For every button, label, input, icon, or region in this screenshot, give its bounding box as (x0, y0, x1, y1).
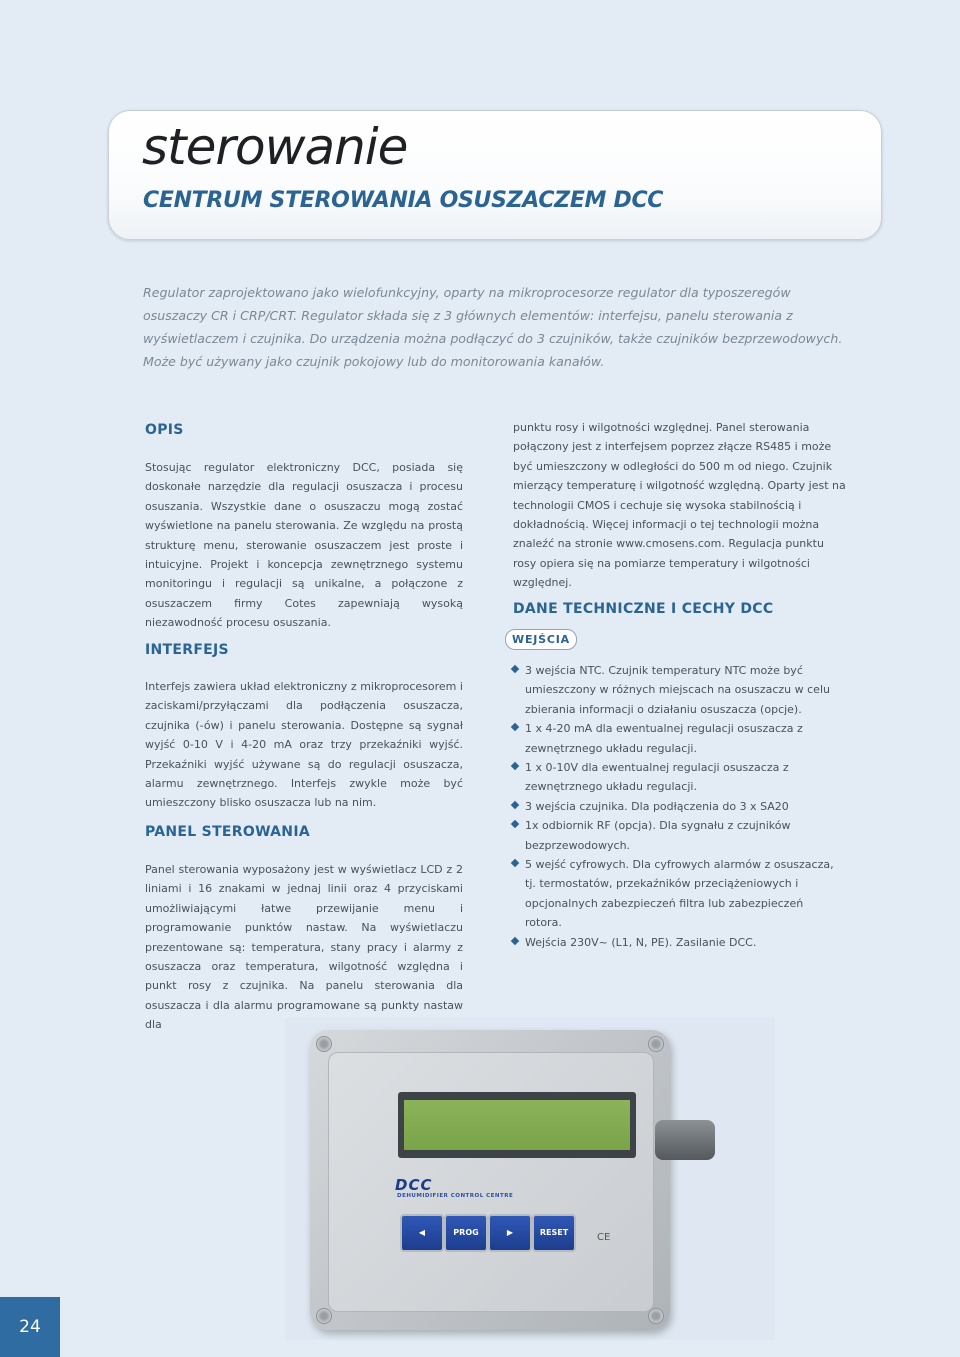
lcd-display (404, 1100, 630, 1150)
list-item: 1x odbiornik RF (opcja). Dla sygnału z czujników bezprzewodowych. (512, 816, 842, 855)
device-front-panel (328, 1052, 654, 1312)
page-title: CENTRUM STEROWANIA OSUSZACZEM DCC (143, 188, 664, 213)
device-left-arrow-button: ◀ (400, 1214, 444, 1252)
bullet-diamond-icon (511, 801, 519, 809)
wejscia-label: WEJŚCIA (505, 629, 577, 650)
dcc-device-image (310, 1030, 670, 1330)
heading-panel-sterowania: PANEL STEROWANIA (145, 824, 310, 840)
panel-text-continued: punktu rosy i wilgotności względnej. Panel sterowania połączony jest z interfejsem poprzez złącze RS485 i może być umieszczony w odległości do 500 m od niego. Czujnik mierzący temperaturę i wilgotność względną. Oparty jest na technologii CMOS i cechuje się wysoka stabilnością i dokładnością. Więcej informacji o tej technologii można znaleźć na stronie www.cmosens.com. Regulacja punktu rosy opiera się na pomiarze temperatury i wilgotności względnej. (513, 421, 846, 590)
heading-dane-techniczne: DANE TECHNICZNE I CECHY DCC (513, 601, 774, 617)
section-script-title: sterowanie (142, 118, 408, 176)
screw-icon (316, 1308, 332, 1324)
bullet-diamond-icon (511, 723, 519, 731)
device-prog-button: PROG (444, 1214, 488, 1252)
bullet-diamond-icon (511, 936, 519, 944)
device-subtitle: DEHUMIDIFIER CONTROL CENTRE (397, 1193, 514, 1199)
bullet-diamond-icon (511, 859, 519, 867)
list-item: 3 wejścia NTC. Czujnik temperatury NTC może być umieszczony w różnych miejscach na osuszaczu w celu zbierania informacji o działaniu osuszacza (opcje). (512, 661, 842, 719)
list-item: 1 x 4-20 mA dla ewentualnej regulacji osuszacza z zewnętrznego układu regulacji. (512, 719, 842, 758)
screw-icon (648, 1308, 664, 1324)
wejscia-list (512, 661, 842, 952)
list-item: 5 wejść cyfrowych. Dla cyfrowych alarmów z osuszacza, tj. termostatów, przekaźników przeciążeniowych i opcjonalnych zabezpieczeń filtra lub zabezpieczeń rotora. (512, 855, 842, 933)
device-right-arrow-button: ▶ (488, 1214, 532, 1252)
heading-opis: OPIS (145, 422, 184, 438)
opis-text: Stosując regulator elektroniczny DCC, posiada się doskonałe narzędzie dla regulacji osuszacza i procesu osuszania. Wszystkie dane o osuszaczu mogą zostać wyświetlone na panelu sterowania. Ze względu na prostą strukturę menu, sterowanie osuszaczem jest proste i intuicyjne. Projekt i koncepcja zewnętrznego systemu monitoringu i regulacji są unikalne, a połączone z osuszaczem firmy Cotes zapewniają wysoką niezawodność procesu osuszania. (145, 461, 463, 630)
ce-mark: CE (597, 1232, 611, 1243)
device-brand: DCC (395, 1176, 433, 1194)
bullet-diamond-icon (511, 665, 519, 673)
bullet-diamond-icon (511, 762, 519, 770)
bullet-diamond-icon (511, 820, 519, 828)
list-item: 1 x 0-10V dla ewentualnej regulacji osuszacza z zewnętrznego układu regulacji. (512, 758, 842, 797)
device-reset-button: RESET (532, 1214, 576, 1252)
interfejs-text: Interfejs zawiera układ elektroniczny z mikroprocesorem i zaciskami/przyłączami dla podłączenia osuszacza, czujnika (-ów) i panelu sterowania. Dostępne są sygnał wyjść 0-10 V i 4-20 mA oraz trzy przekaźniki wyjść. Przekaźniki wyjść używane są do regulacji osuszacza, alarmu zewnętrznego. Interfejs zwykle może być umieszczony blisko osuszacza lub na nim. (145, 680, 463, 810)
cable-gland (655, 1120, 715, 1160)
list-item: Wejścia 230V~ (L1, N, PE). Zasilanie DCC. (512, 933, 842, 952)
heading-interfejs: INTERFEJS (145, 642, 229, 658)
intro-paragraph: Regulator zaprojektowano jako wielofunkcyjny, oparty na mikroprocesorze regulator dla typoszeregów osuszaczy CR i CRP/CRT. Regulator składa się z 3 głównych elementów: interfejsu, panelu sterowania z wyświetlaczem i czujnika. Do urządzenia można podłączyć do 3 czujników, także czujników bezprzewodowych. Może być używany jako czujnik pokojowy lub do monitorowania kanałów. (143, 285, 843, 369)
page-number: 24 (0, 1297, 60, 1357)
panel-text: Panel sterowania wyposażony jest w wyświetlacz LCD z 2 liniami i 16 znakami w jednaj linii oraz 4 przyciskami umożliwiającymi łatwe przewijanie menu i programowanie punktów nastaw. Na wyświetlaczu prezentowane są: temperatura, stany pracy i alarmy z osuszacza oraz temperatura, wilgotność względna i punkt rosy z czujnika. Na panelu sterowania dla osuszacza i dla alarmu programowane są punkty nastaw dla (145, 863, 463, 1032)
list-item: 3 wejścia czujnika. Dla podłączenia do 3 x SA20 (512, 797, 842, 816)
screw-icon (316, 1036, 332, 1052)
screw-icon (648, 1036, 664, 1052)
